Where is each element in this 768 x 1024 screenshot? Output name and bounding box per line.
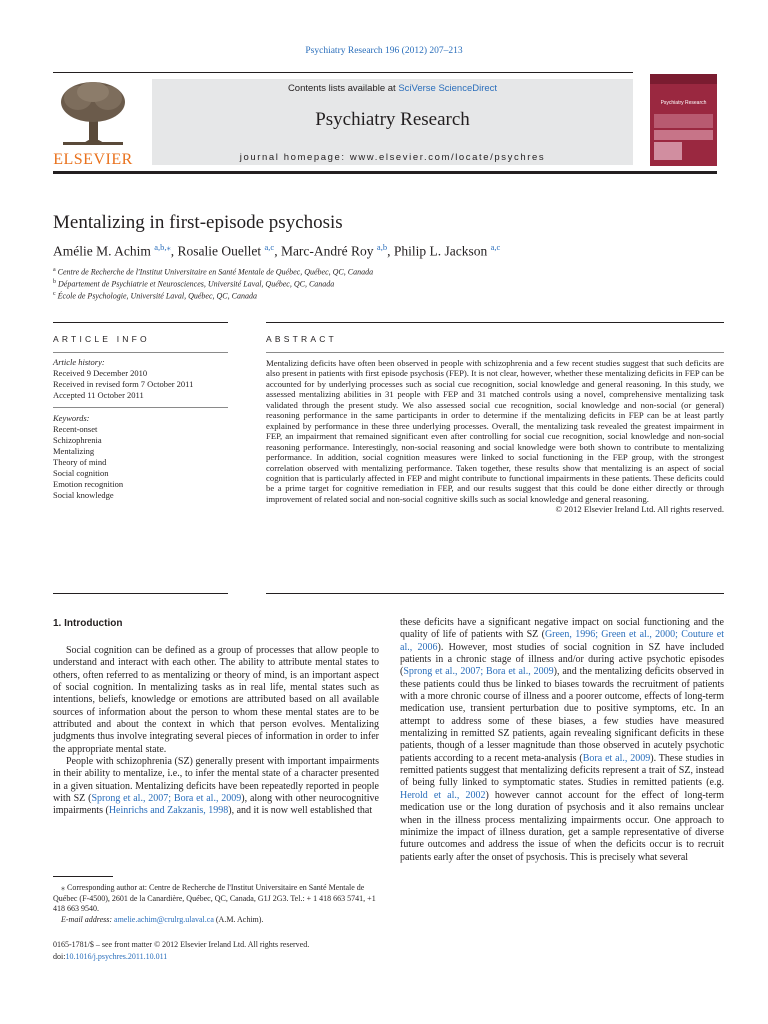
abstract-top-rule xyxy=(266,322,724,323)
footnote-address: Corresponding author at: Centre de Recherche de l'Institut Universitaire en Santé Mentale de Québec (F-4500), 2601 de la Canardière, Québec, QC, Canada, G1J 2G3. Tel.: + 1 418 663 5741, +1 418 663 9540. xyxy=(53,883,376,913)
footnote-marker: ⁎ xyxy=(61,883,65,892)
keyword: Schizophrenia xyxy=(53,435,102,445)
body-text: ), along with other neurocognitive impairments ( xyxy=(53,793,379,817)
author-name: Rosalie Ouellet xyxy=(177,243,265,259)
author-name: Amélie M. Achim xyxy=(53,243,155,259)
abstract-text: Mentalizing deficits have often been observed in people with schizophrenia and a few recent studies suggest that such deficits are also present in patients with first episode psychosis (FEP). It is not clear, however, whether these mentalizing deficits in FEP can be accounted for by underlying processes such as social cue recognition, social knowledge and general reasoning. In this study, we assessed mentalizing abilities in 31 people with FEP and 31 matched controls using a novel, comprehensive mentalizing task validated through the present study. We also assessed social cue recognition, social knowledge and non-social (or general) reasoning performance in the same participants in order to determine if the mentalizing deficits in FEP can be at least partly explained by performance in these three underlying processes. Overall, the mentalizing task revealed the greatest impairment in FEP, an impairment that remained significant even after controlling for social cue recognition, social knowledge and non-social reasoning performance. Interestingly, non-social reasoning and social knowledge were both shown to contribute to mentalizing performance. In addition, social cognition measures were linked to social functioning in the FEP group, with the strongest correlation observed with mentalizing performance. Taken together, these results show that mentalizing is an aspect of social cognition that is particularly affected in FEP and might contribute to functional impairments in these patients. These deficits could be a prime target for cognitive remediation in FEP, and our results suggest that this could be done either directly or through improvement of related social and non-social cognitive skills such as social knowledge and general reasoning. xyxy=(266,358,724,504)
abstract-divider xyxy=(266,352,724,353)
front-matter: 0165-1781/$ – see front matter © 2012 Elsevier Ireland Ltd. All rights reserved. xyxy=(53,940,310,949)
article-info-heading: ARTICLE INFO xyxy=(53,334,150,344)
author-affiliation-marker[interactable]: a,c xyxy=(264,242,275,252)
affiliation-c: $^c$ École de Psychologie, Université Laval, Québec, QC, Canada xyxy=(53,291,257,301)
journal-homepage[interactable]: journal homepage: www.elsevier.com/locate/psychres xyxy=(239,152,546,163)
citation-link[interactable]: Sprong et al., 2007; Bora et al., 2009 xyxy=(91,793,242,805)
keywords xyxy=(53,413,228,501)
footnote-rule xyxy=(53,876,113,877)
author-list: Amélie M. Achim $^{a,b,⁎}$, Rosalie Ouellet $^{a,c}$, Marc-André Roy $^{a,b}$, Philip L. Jackson $^{a,c}$ xyxy=(53,242,501,259)
abstract-bottom-rule xyxy=(266,593,724,594)
keyword: Recent-onset xyxy=(53,424,98,434)
history-received: Received 9 December 2010 xyxy=(53,368,148,378)
body-text: ) however cannot account for the effect of long-term medication use or the long duration of psychosis and it also remains unclear when in the illness process mentalizing impairments occur. One approach to minimize the impact of illness duration, get a sample representative of diverse future outcomes and address the issue of when the deficits occur is to recruit patients early after the onset of psychosis. This is precisely what several xyxy=(400,789,724,863)
issn-line xyxy=(53,939,309,962)
author-name: Philip L. Jackson xyxy=(393,243,491,259)
author-affiliation-marker[interactable]: a,c xyxy=(490,242,501,252)
article-title: Mentalizing in first-episode psychosis xyxy=(53,212,343,233)
body-text: ). These studies in remitted patients suggest that mentalizing deficits represent a trait of SZ, instead of being fully linked to symptomatic states. Studies in remitted patients (e.g. xyxy=(400,752,725,789)
author-email-link[interactable]: amelie.achim@crulrg.ulaval.ca xyxy=(114,914,214,924)
doi-prefix: doi: xyxy=(53,951,66,961)
email-label: E-mail address: xyxy=(61,914,115,924)
doi-link[interactable]: 10.1016/j.psychres.2011.10.011 xyxy=(65,951,168,961)
body-column-left xyxy=(53,645,379,818)
affiliation-a: $^a$ Centre de Recherche de l'Institut Universitaire en Santé Mentale de Québec, Québec, QC, Canada xyxy=(53,267,374,277)
header-bottom-rule xyxy=(53,171,717,174)
keywords-label: Keywords: xyxy=(53,413,90,423)
author-name: Marc-André Roy xyxy=(280,243,377,259)
abstract-body xyxy=(266,358,724,515)
citation-link[interactable]: Herold et al., 2002 xyxy=(400,789,486,801)
history-accepted: Accepted 11 October 2011 xyxy=(53,390,144,400)
article-history xyxy=(53,357,228,401)
journal-title: Psychiatry Research xyxy=(315,109,470,130)
email-suffix: (A.M. Achim). xyxy=(213,914,264,924)
author-affiliation-marker[interactable]: a,b xyxy=(376,242,388,252)
journal-cover-thumbnail[interactable] xyxy=(650,74,717,166)
abstract-copyright: © 2012 Elsevier Ireland Ltd. All rights reserved. xyxy=(555,504,724,515)
paragraph xyxy=(53,645,379,756)
keyword: Mentalizing xyxy=(53,446,95,456)
section-heading-introduction: 1. Introduction xyxy=(53,618,123,629)
citation-link[interactable]: Sprong et al., 2007; Bora et al., 2009 xyxy=(403,666,554,678)
body-text: People with schizophrenia (SZ) generally present with important impairments in their ability to mentalize, i.e., to infer the mental state of a character presented in a given situation. Mentalizing deficits have been repeatedly reported in people with SZ ( xyxy=(53,756,379,805)
citation-link[interactable]: Bora et al., 2009 xyxy=(582,752,651,764)
affiliation-b: $^b$ Département de Psychiatrie et Neurosciences, Université Laval, Québec, QC, Canada xyxy=(53,279,335,289)
contents-availability xyxy=(152,83,633,94)
info-bottom-rule xyxy=(53,593,228,594)
body-text: ). However, most studies of social cognition in SZ have included patients in a chronic stage of illness and/or during active psychotic episodes ( xyxy=(400,641,725,678)
body-text: ), and it is now well established that xyxy=(228,805,373,817)
author-affiliation-marker[interactable]: a,b,⁎ xyxy=(154,242,171,252)
article-info-top-rule xyxy=(53,322,228,323)
article-info-divider xyxy=(53,352,228,353)
body-text: these deficits have a significant negative impact on social functioning and the quality of life of patients with SZ ( xyxy=(400,617,724,641)
history-revised: Received in revised form 7 October 2011 xyxy=(53,379,194,389)
contents-prefix: Contents lists available at xyxy=(287,83,399,94)
paragraph xyxy=(400,617,724,864)
corresponding-author-footnote xyxy=(53,883,379,925)
keyword: Social cognition xyxy=(53,468,109,478)
body-column-right xyxy=(400,617,724,864)
paragraph xyxy=(53,756,379,818)
keyword: Social knowledge xyxy=(53,490,114,500)
sciencedirect-link[interactable]: SciVerse ScienceDirect xyxy=(398,83,498,94)
keyword: Theory of mind xyxy=(53,457,107,467)
abstract-heading: ABSTRACT xyxy=(266,334,337,344)
citation-link[interactable]: Heinrichs and Zakzanis, 1998 xyxy=(108,805,229,817)
elsevier-wordmark: ELSEVIER xyxy=(53,151,133,168)
keywords-divider xyxy=(53,407,228,408)
cover-title: Psychiatry Research xyxy=(660,100,707,106)
history-label: Article history: xyxy=(53,357,105,367)
body-text: ), and the mentalizing deficits observed in these patients could thus be linked to biases towards the recruitment of patients with a more chronic course of illness and a poorer outcome, effects of long-term medication use, transient perturbation due to positive symptoms, etc. In an attempt to address some of these biases, a few studies have measured mentalizing in remitted SZ patients, again revealing significant deficits in these patients, though of a lesser magnitude than those observed in acutely psychotic patients according to a recent meta-analysis ( xyxy=(400,666,724,764)
body-text: Social cognition can be defined as a group of processes that allow people to understand and interact with each other. The ability to attribute mental states to others, often referred to as mentalizing or theory of mind, is an important aspect of social cognition. In mentalizing tasks as in real life, mental states such as intentions, beliefs, knowledge or emotions are attributed based on all available sources of information about the person to whom these mental states are to be attributed and about the context in which that person evolves. Mentalizing judgments thus involve integrating several pieces of information in order to infer the appropriate mental state. xyxy=(53,645,379,755)
keyword: Emotion recognition xyxy=(53,479,124,489)
citation-link[interactable]: Green, 1996; Green et al., 2000; Couture et al., 2006 xyxy=(400,629,725,653)
journal-citation[interactable]: Psychiatry Research 196 (2012) 207–213 xyxy=(305,46,463,56)
header-top-rule xyxy=(53,72,633,73)
